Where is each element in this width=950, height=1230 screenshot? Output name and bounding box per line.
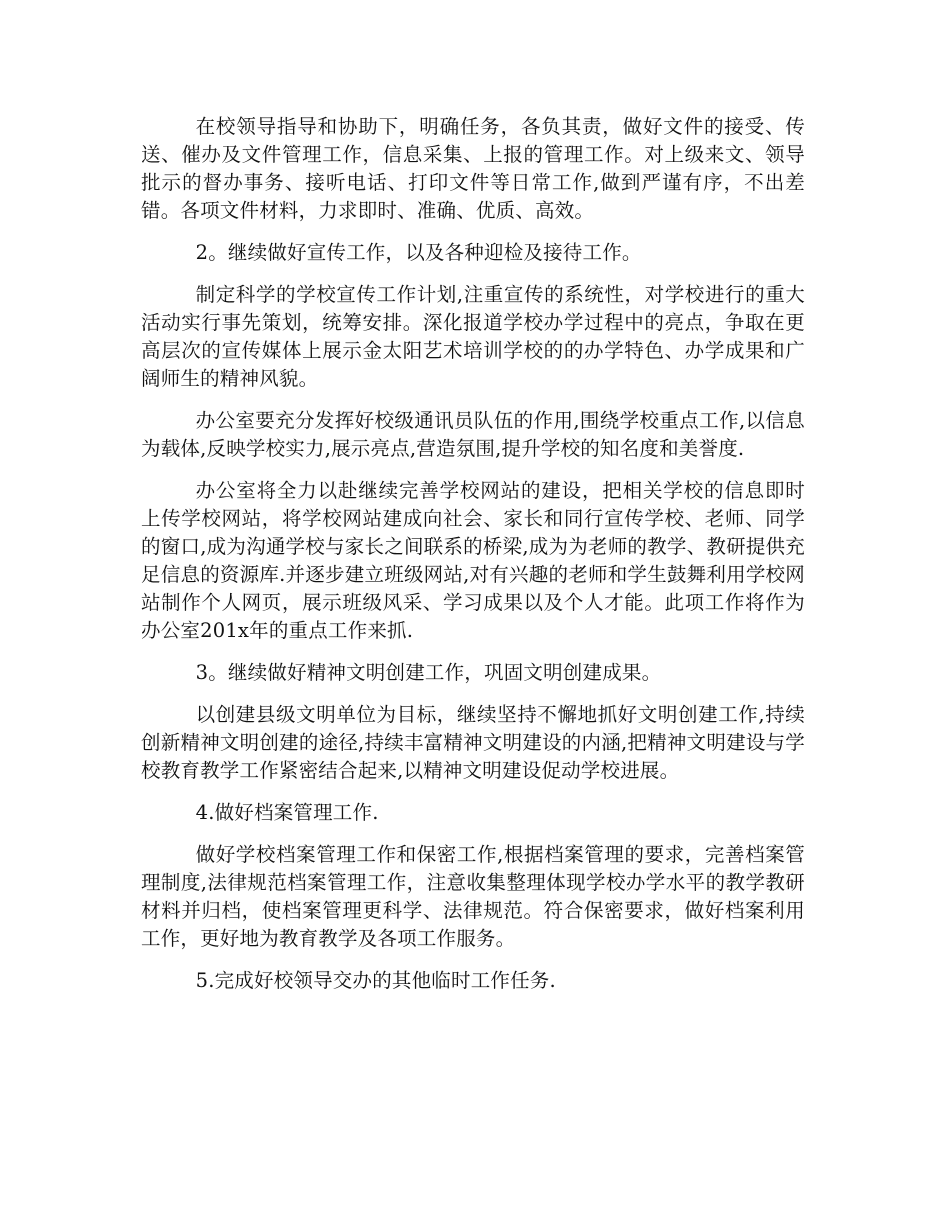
section-heading-archives: 4.做好档案管理工作.	[195, 801, 379, 824]
paragraph-publicity-plan: 制定科学的学校宣传工作计划,注重宣传的系统性，对学校进行的重大活动实行事先策划，统筹安排。深化报道学校办学过程中的亮点，争取在更高层次的宣传媒体上展示金太阳艺术培训学校的的办学特色、办学成果和广阔师生的精神风貌。	[141, 283, 805, 390]
paragraph-civilization: 以创建县级文明单位为目标，继续坚持不懈地抓好文明创建工作,持续创新精神文明创建的途径,持续丰富精神文明建设的内涵,把精神文明建设与学校教育教学工作紧密结合起来,以精神文明建设促动学校进展。	[141, 703, 805, 782]
section-heading-other-tasks: 5.完成好校领导交办的其他临时工作任务.	[195, 969, 556, 992]
paragraph-document-handling: 在校领导指导和协助下，明确任务，各负其责，做好文件的接受、传送、催办及文件管理工作，信息采集、上报的管理工作。对上级来文、领导批示的督办事务、接听电话、打印文件等日常工作,做到严谨有序，不出差错。各项文件材料，力求即时、准确、优质、高效。	[141, 115, 805, 222]
paragraph-archives: 做好学校档案管理工作和保密工作,根据档案管理的要求，完善档案管理制度,法律规范档案管理工作，注意收集整理体现学校办学水平的教学教研材料并归档，使档案管理更科学、法律规范。符合保密要求，做好档案利用工作，更好地为教育教学及各项工作服务。	[141, 843, 805, 950]
section-heading-publicity: 2。继续做好宣传工作，以及各种迎检及接待工作。	[195, 241, 642, 264]
paragraph-website: 办公室将全力以赴继续完善学校网站的建设，把相关学校的信息即时上传学校网站，将学校网站建成向社会、家长和同行宣传学校、老师、同学的窗口,成为沟通学校与家长之间联系的桥梁,成为为老师的教学、教研提供充足信息的资源库.并逐步建立班级网站,对有兴趣的老师和学生鼓舞利用学校网站制作个人网页，展示班级风采、学习成果以及个人才能。此项工作将作为办公室201x年的重点工作来抓.	[141, 479, 805, 642]
document-page	[141, 113, 805, 1009]
paragraph-correspondents: 办公室要充分发挥好校级通讯员队伍的作用,围绕学校重点工作,以信息为载体,反映学校实力,展示亮点,营造氛围,提升学校的知名度和美誉度.	[141, 409, 805, 460]
section-heading-civilization: 3。继续做好精神文明创建工作，巩固文明创建成果。	[195, 661, 662, 684]
